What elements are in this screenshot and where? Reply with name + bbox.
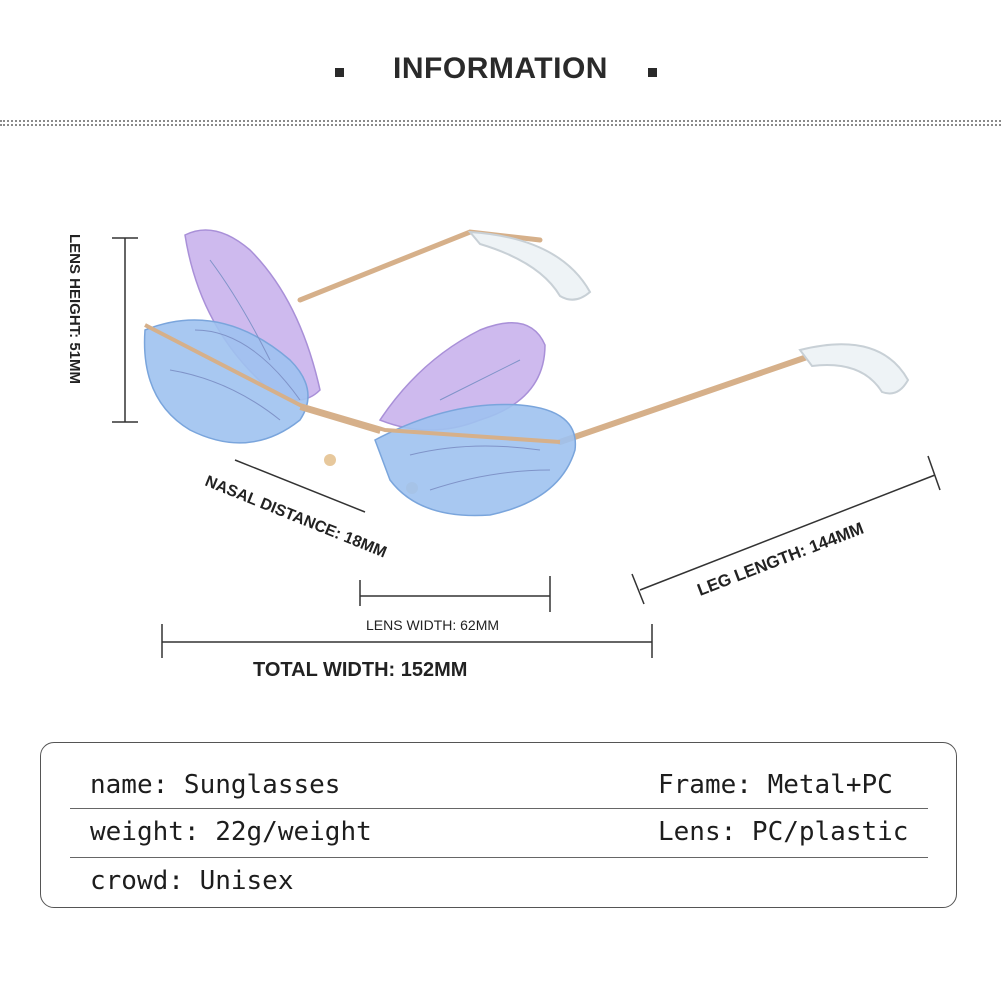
lens-width-dimension bbox=[360, 576, 550, 633]
nasal-distance-dimension bbox=[203, 460, 389, 561]
spec-divider-1 bbox=[70, 808, 928, 809]
temple-arm-front bbox=[560, 344, 908, 442]
right-lens bbox=[375, 323, 575, 516]
lens-height-label: LENS HEIGHT: 51MM bbox=[66, 234, 83, 385]
nasal-distance-label: NASAL DISTANCE: 18MM bbox=[202, 472, 389, 562]
lens-width-label: LENS WIDTH: 62MM bbox=[366, 617, 500, 633]
lens-height-dimension bbox=[66, 234, 138, 422]
leg-length-dimension bbox=[632, 456, 940, 604]
bridge bbox=[300, 408, 380, 432]
spec-crowd: crowd: Unisex bbox=[90, 866, 294, 896]
spec-lens: Lens: PC/plastic bbox=[658, 817, 909, 847]
page-title: INFORMATION bbox=[393, 52, 608, 85]
spec-weight: weight: 22g/weight bbox=[90, 817, 372, 847]
spec-frame: Frame: Metal+PC bbox=[658, 770, 893, 800]
nose-pad-left bbox=[324, 454, 336, 466]
leg-length-label: LEG LENGTH: 144MM bbox=[694, 518, 867, 600]
spec-name: name: Sunglasses bbox=[90, 770, 341, 800]
temple-arm-back bbox=[300, 232, 590, 300]
spec-divider-2 bbox=[70, 857, 928, 858]
total-width-label: TOTAL WIDTH: 152MM bbox=[253, 659, 468, 681]
